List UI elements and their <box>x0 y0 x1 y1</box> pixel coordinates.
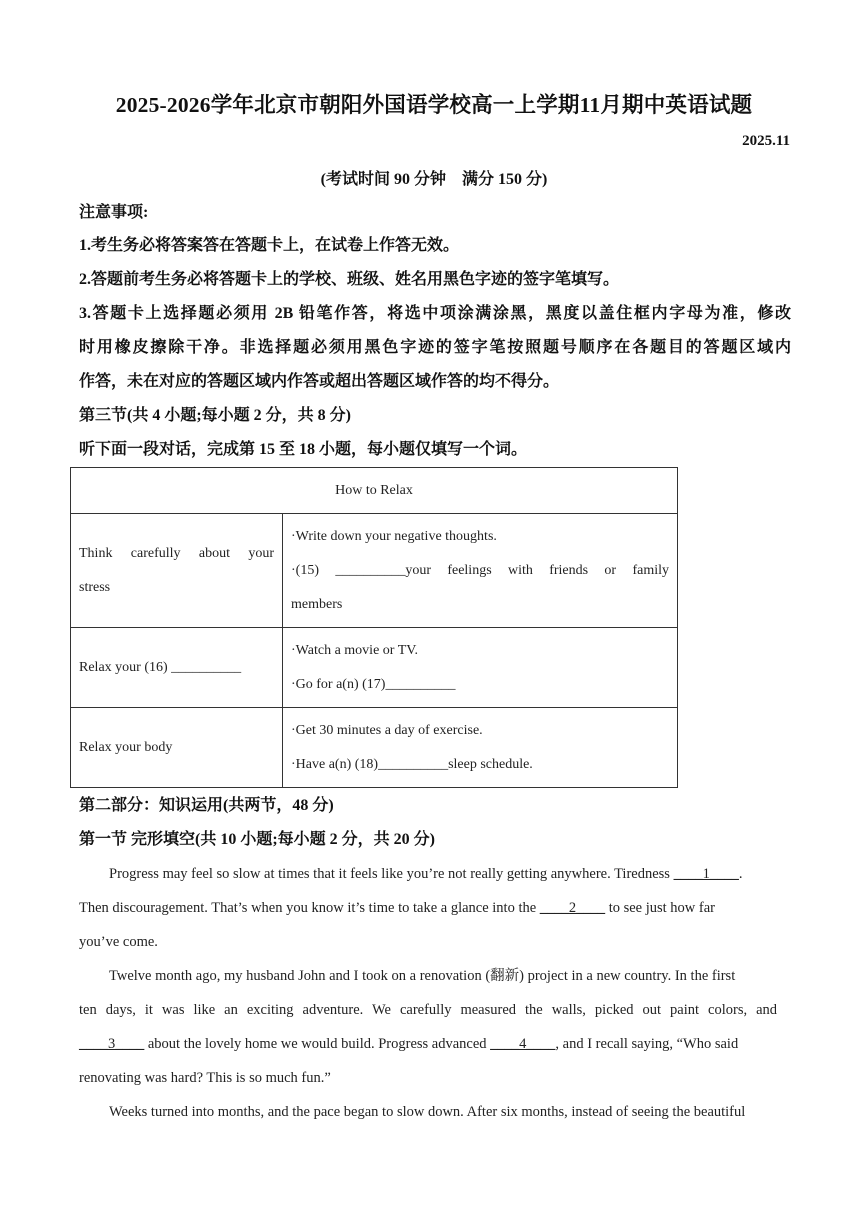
cloze-section-heading: 第一节 完形填空(共 10 小题;每小题 2 分，共 20 分) <box>79 831 435 848</box>
blank-4: ____4____ <box>490 1036 556 1052</box>
notice-item-3-line-1: 3.答题卡上选择题必须用 2B 铅笔作答，将选中项涂满涂黑，黑度以盖住框内字母为准，修改 <box>79 305 791 322</box>
notice-item-3-line-3: 作答，未在对应的答题区域内作答或超出答题区域作答的均不得分。 <box>79 373 560 390</box>
table-cell-right <box>283 708 678 788</box>
part2-heading: 第二部分：知识运用(共两节，48 分) <box>79 797 334 814</box>
table-cell-right <box>283 628 678 708</box>
how-to-relax-table <box>70 467 678 788</box>
table-title: How to Relax <box>71 468 678 514</box>
row2-left: Relax your (16) __________ <box>71 628 283 708</box>
table-row <box>71 708 678 788</box>
passage-line: renovating was hard? This is so much fun.” <box>79 1070 331 1086</box>
exam-date: 2025.11 <box>742 133 790 149</box>
table-cell-left <box>71 514 283 628</box>
passage-line: ten days, it was like an exciting adventure. We carefully measured the walls, picked out paint colors, and <box>79 1002 777 1018</box>
notice-heading: 注意事项: <box>79 204 149 221</box>
row3-right-item2: ·Have a(n) (18)__________sleep schedule. <box>291 756 533 772</box>
passage-line: Twelve month ago, my husband John and I took on a renovation (翻新) project in a new country. In the first <box>109 968 736 984</box>
passage-line: ____3____ about the lovely home we would build. Progress advanced ____4____, and I recall saying, “Who said <box>79 1036 739 1052</box>
row3-left: Relax your body <box>71 708 283 788</box>
row1-right-item1: ·Write down your negative thoughts. <box>291 528 497 544</box>
passage-line: you’ve come. <box>79 934 158 950</box>
table-cell-right <box>283 514 678 628</box>
passage-line: Progress may feel so slow at times that it feels like you’re not really getting anywhere. Tiredness ____1____. <box>109 866 743 882</box>
section3-heading: 第三节(共 4 小题;每小题 2 分，共 8 分) <box>79 407 351 424</box>
notice-item-2: 2.答题前考生务必将答题卡上的学校、班级、姓名用黑色字迹的签字笔填写。 <box>79 271 620 288</box>
row1-left-line2: stress <box>79 579 111 595</box>
notice-item-1: 1.考生务必将答案答在答题卡上，在试卷上作答无效。 <box>79 237 460 254</box>
table-row <box>71 628 678 708</box>
section3-instruction: 听下面一段对话，完成第 15 至 18 小题，每小题仅填写一个词。 <box>79 441 528 458</box>
blank-1: ____1____ <box>673 866 739 882</box>
blank-3: ____3____ <box>79 1036 145 1052</box>
row3-right-item1: ·Get 30 minutes a day of exercise. <box>291 722 483 738</box>
passage-line: Weeks turned into months, and the pace began to slow down. After six months, instead of seeing the beautiful <box>109 1104 746 1120</box>
table-row <box>71 514 678 628</box>
row2-right-item2: ·Go for a(n) (17)__________ <box>291 676 456 692</box>
exam-time-info: (考试时间 90 分钟 满分 150 分) <box>320 171 548 188</box>
row1-right-item2-line2: members <box>291 596 343 612</box>
row1-right-item2-line1: ·(15) __________your feelings with friends or family <box>291 562 669 578</box>
passage-line: Then discouragement. That’s when you know it’s time to take a glance into the ____2____ to see just how far <box>79 900 715 916</box>
page-title: 2025-2026学年北京市朝阳外国语学校高一上学期11月期中英语试题 <box>115 93 753 117</box>
notice-item-3-line-2: 时用橡皮擦除干净。非选择题必须用黑色字迹的签字笔按照题号顺序在各题目的答题区域内 <box>79 339 791 356</box>
row1-left-line1: Think carefully about your <box>79 545 274 561</box>
row2-right-item1: ·Watch a movie or TV. <box>291 642 419 658</box>
blank-2: ____2____ <box>539 900 606 916</box>
